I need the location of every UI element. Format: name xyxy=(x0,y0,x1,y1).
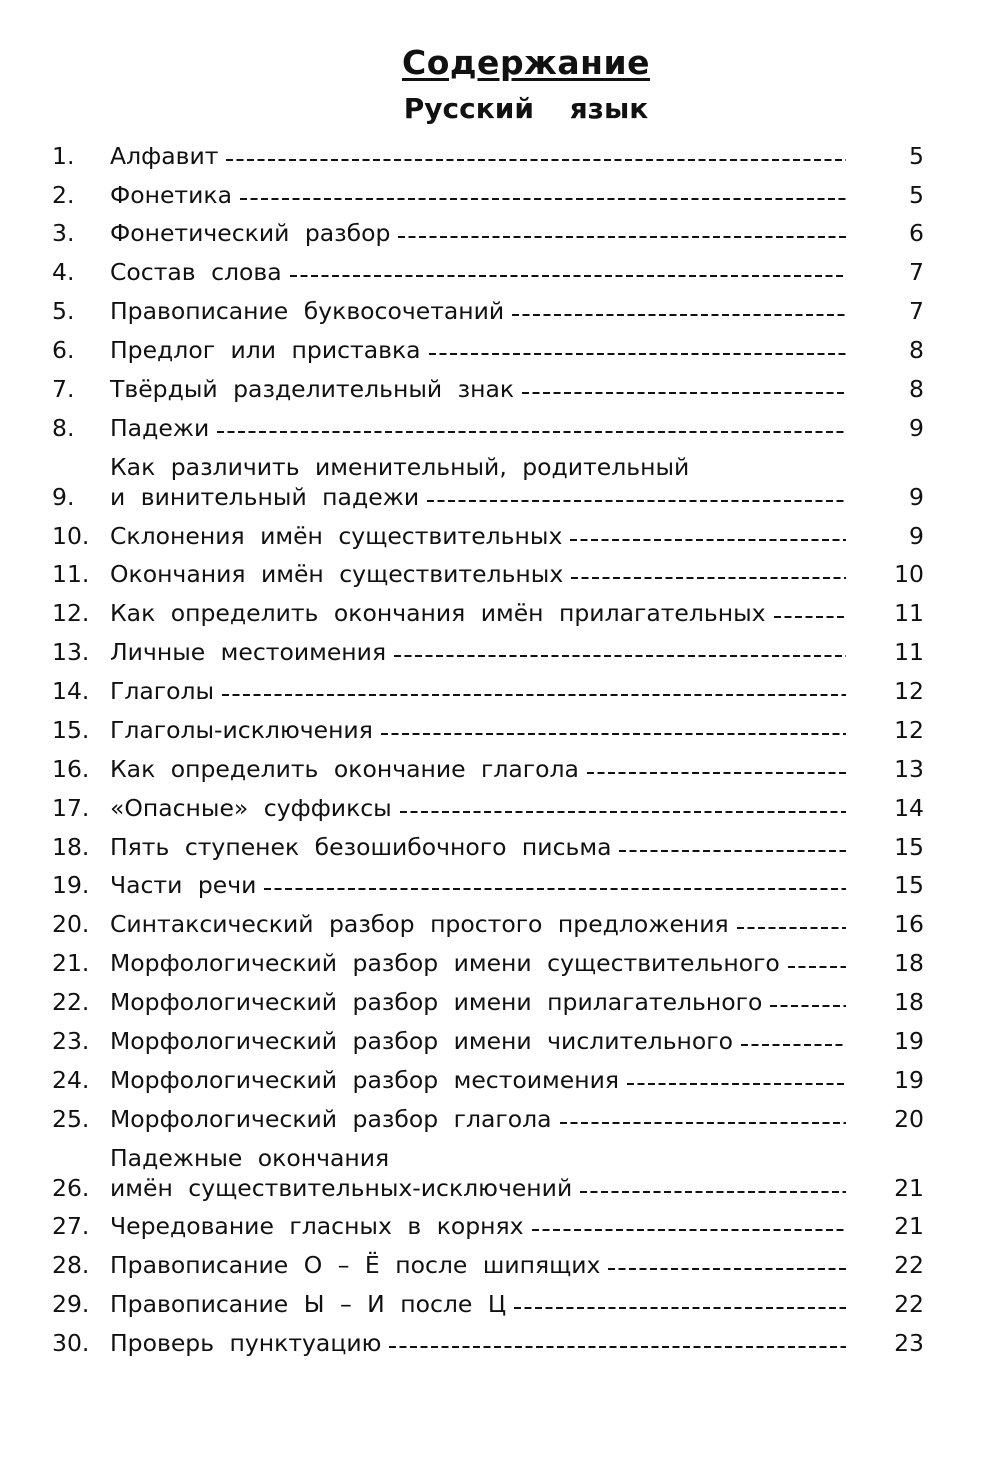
toc-entry[interactable] xyxy=(0,1138,1000,1207)
dash-leader xyxy=(774,616,846,618)
toc-entry-page-number: 11 xyxy=(894,599,924,628)
toc-entry[interactable] xyxy=(0,671,1000,710)
toc-entry-title-line: Правописание О – Ё после шипящих xyxy=(110,1251,601,1280)
toc-entry-page-number: 11 xyxy=(894,638,924,667)
toc-entry[interactable] xyxy=(0,827,1000,866)
toc-entry-title-line: Морфологический разбор имени существительного xyxy=(110,949,780,978)
toc-entry[interactable] xyxy=(0,516,1000,555)
toc-entry-text xyxy=(110,374,846,404)
toc-entry-number: 17. xyxy=(52,793,90,822)
toc-entry-text xyxy=(110,180,846,210)
toc-entry-title-line: Алфавит xyxy=(110,141,219,170)
dash-leader xyxy=(770,1005,846,1007)
dash-leader xyxy=(570,539,846,541)
toc-entry-page-number: 14 xyxy=(894,793,924,822)
toc-entry-text xyxy=(110,754,846,784)
toc-entry-text xyxy=(110,141,846,171)
toc-entry-title-line: Как различить именительный, родительный xyxy=(110,452,690,481)
toc-entry[interactable] xyxy=(0,1099,1000,1138)
toc-entry[interactable] xyxy=(0,292,1000,331)
dash-leader xyxy=(290,275,846,277)
toc-entry-number: 23. xyxy=(52,1026,90,1055)
toc-entry-title-line: Как определить окончания имён прилагательных xyxy=(110,599,766,628)
toc-entry-page-number: 8 xyxy=(909,336,924,365)
toc-entry-page-number: 6 xyxy=(909,219,924,248)
toc-entry-number: 11. xyxy=(52,560,90,589)
toc-entry-title-line: Проверь пунктуацию xyxy=(110,1329,382,1358)
dash-leader xyxy=(429,353,846,355)
dash-leader xyxy=(608,1268,846,1270)
toc-entry[interactable] xyxy=(0,214,1000,253)
toc-entry-text xyxy=(110,1250,846,1280)
toc-entry-text xyxy=(110,793,846,823)
toc-entry-title-line: Падежные окончания xyxy=(110,1143,390,1172)
toc-entry-number: 8. xyxy=(52,413,75,442)
toc-entry-title-line: Правописание буквосочетаний xyxy=(110,297,505,326)
dash-leader xyxy=(571,577,846,579)
toc-entry-page-number: 13 xyxy=(894,754,924,783)
toc-entry-title-line: Морфологический разбор имени числительного xyxy=(110,1026,734,1055)
toc-entry-number: 25. xyxy=(52,1104,90,1133)
dash-leader xyxy=(619,850,846,852)
dash-leader xyxy=(222,694,846,696)
toc-entry[interactable] xyxy=(0,1246,1000,1285)
page-title: Содержание xyxy=(402,43,650,82)
dash-leader xyxy=(240,198,846,200)
toc-entry-text xyxy=(110,296,846,326)
toc-entry[interactable] xyxy=(0,253,1000,292)
toc-entry-number: 13. xyxy=(52,638,90,667)
toc-entry-number: 18. xyxy=(52,832,90,861)
toc-entry-title-line: Фонетический разбор xyxy=(110,219,391,248)
toc-entry-title-line: Личные местоимения xyxy=(110,638,387,667)
toc-entry-number: 16. xyxy=(52,754,90,783)
toc-entry-title-line: Морфологический разбор глагола xyxy=(110,1104,552,1133)
toc-entry-text xyxy=(110,1328,846,1358)
toc-entry-number: 3. xyxy=(52,219,75,248)
toc-entry-text xyxy=(110,452,846,512)
toc-entry-text xyxy=(110,870,846,900)
toc-entry[interactable] xyxy=(0,555,1000,594)
toc-entry-title-line: Части речи xyxy=(110,871,257,900)
toc-entry-page-number: 9 xyxy=(909,413,924,442)
toc-entry-page-number: 8 xyxy=(909,374,924,403)
toc-entry-text xyxy=(110,257,846,287)
toc-entry[interactable] xyxy=(0,330,1000,369)
toc-entry-page-number: 10 xyxy=(894,560,924,589)
toc-entry[interactable] xyxy=(0,633,1000,672)
toc-entry-title-line: Падежи xyxy=(110,413,210,442)
toc-entry-number: 30. xyxy=(52,1329,90,1358)
toc-entry-title-line: Состав слова xyxy=(110,258,282,287)
toc-entry-text xyxy=(110,1289,846,1319)
toc-entry-number: 28. xyxy=(52,1251,90,1280)
dash-leader xyxy=(560,1122,846,1124)
dash-leader xyxy=(514,1307,846,1309)
toc-entry-page-number: 22 xyxy=(894,1251,924,1280)
toc-entry-title-line: имён существительных-исключений xyxy=(110,1173,573,1202)
toc-entry-number: 15. xyxy=(52,715,90,744)
table-of-contents xyxy=(0,136,1000,1362)
dash-leader xyxy=(741,1044,846,1046)
toc-entry-number: 27. xyxy=(52,1212,90,1241)
toc-entry-number: 21. xyxy=(52,949,90,978)
toc-entry-text xyxy=(110,1211,846,1241)
toc-entry[interactable] xyxy=(0,1323,1000,1362)
toc-entry-text xyxy=(110,676,846,706)
toc-entry-number: 5. xyxy=(52,297,75,326)
dash-leader xyxy=(427,500,846,502)
toc-entry[interactable] xyxy=(0,447,1000,516)
toc-entry-text xyxy=(110,413,846,443)
toc-entry[interactable] xyxy=(0,1285,1000,1324)
toc-entry-title-line: Склонения имён существительных xyxy=(110,521,563,550)
toc-entry[interactable] xyxy=(0,982,1000,1021)
toc-entry[interactable] xyxy=(0,788,1000,827)
toc-entry-page-number: 19 xyxy=(894,1065,924,1094)
toc-entry-title-line: Как определить окончание глагола xyxy=(110,754,579,783)
toc-entry[interactable] xyxy=(0,594,1000,633)
dash-leader xyxy=(226,159,846,161)
toc-entry-number: 1. xyxy=(52,141,75,170)
toc-entry-text xyxy=(110,218,846,248)
toc-entry-page-number: 15 xyxy=(894,871,924,900)
toc-entry-page-number: 7 xyxy=(909,297,924,326)
toc-entry-text xyxy=(110,948,846,978)
toc-entry-title-line: Морфологический разбор имени прилагательного xyxy=(110,988,763,1017)
toc-entry-title-line: Чередование гласных в корнях xyxy=(110,1212,524,1241)
toc-entry-page-number: 20 xyxy=(894,1104,924,1133)
toc-entry-page-number: 18 xyxy=(894,949,924,978)
toc-entry-page-number: 12 xyxy=(894,677,924,706)
toc-entry-title-line: Твёрдый разделительный знак xyxy=(110,374,515,403)
toc-entry-page-number: 21 xyxy=(894,1173,924,1202)
toc-entry-number: 2. xyxy=(52,180,75,209)
toc-entry-page-number: 9 xyxy=(909,482,924,511)
dash-leader xyxy=(264,888,846,890)
dash-leader xyxy=(389,1346,846,1348)
toc-entry[interactable] xyxy=(0,905,1000,944)
toc-entry-number: 19. xyxy=(52,871,90,900)
toc-entry-page-number: 23 xyxy=(894,1329,924,1358)
toc-entry-text xyxy=(110,521,846,551)
dash-leader xyxy=(522,392,846,394)
toc-entry-text xyxy=(110,335,846,365)
toc-entry-title-line: «Опасные» суффиксы xyxy=(110,793,392,822)
toc-entry-title-line: Предлог или приставка xyxy=(110,336,421,365)
dash-leader xyxy=(381,733,846,735)
dash-leader xyxy=(217,431,846,433)
toc-entry-number: 22. xyxy=(52,988,90,1017)
toc-entry-number: 24. xyxy=(52,1065,90,1094)
toc-entry[interactable] xyxy=(0,369,1000,408)
toc-entry-text xyxy=(110,1026,846,1056)
toc-entry-text xyxy=(110,559,846,589)
toc-entry[interactable] xyxy=(0,944,1000,983)
toc-entry-title-line: Пять ступенек безошибочного письма xyxy=(110,832,612,861)
toc-entry-text xyxy=(110,637,846,667)
toc-entry-page-number: 16 xyxy=(894,910,924,939)
toc-entry-page-number: 22 xyxy=(894,1290,924,1319)
toc-entry-text xyxy=(110,987,846,1017)
dash-leader xyxy=(627,1083,846,1085)
toc-entry-title-line: и винительный падежи xyxy=(110,482,420,511)
toc-entry-text xyxy=(110,1143,846,1203)
toc-entry-title-line: Морфологический разбор местоимения xyxy=(110,1065,620,1094)
dash-leader xyxy=(587,772,846,774)
toc-entry-page-number: 21 xyxy=(894,1212,924,1241)
toc-entry-number: 7. xyxy=(52,374,75,403)
toc-entry[interactable] xyxy=(0,408,1000,447)
toc-entry-title-line: Окончания имён существительных xyxy=(110,560,564,589)
dash-leader xyxy=(394,655,846,657)
toc-entry-title-line: Правописание Ы – И после Ц xyxy=(110,1290,507,1319)
dash-leader xyxy=(788,966,846,968)
dash-leader xyxy=(737,927,846,929)
toc-entry-text xyxy=(110,1104,846,1134)
toc-entry-title-line: Глаголы xyxy=(110,677,215,706)
toc-entry[interactable] xyxy=(0,175,1000,214)
toc-entry-title-line: Фонетика xyxy=(110,180,232,209)
toc-entry-page-number: 15 xyxy=(894,832,924,861)
toc-entry-number: 4. xyxy=(52,258,75,287)
toc-entry-number: 14. xyxy=(52,677,90,706)
section-subtitle: Русский язык xyxy=(403,92,649,125)
toc-entry-page-number: 18 xyxy=(894,988,924,1017)
toc-entry[interactable] xyxy=(0,1021,1000,1060)
toc-entry[interactable] xyxy=(0,136,1000,175)
dash-leader xyxy=(532,1229,846,1231)
toc-entry-number: 6. xyxy=(52,336,75,365)
toc-entry-number: 12. xyxy=(52,599,90,628)
toc-entry-number: 20. xyxy=(52,910,90,939)
toc-entry-page-number: 7 xyxy=(909,258,924,287)
toc-entry[interactable] xyxy=(0,749,1000,788)
toc-entry-number: 26. xyxy=(52,1173,90,1202)
toc-entry[interactable] xyxy=(0,710,1000,749)
toc-entry-page-number: 12 xyxy=(894,715,924,744)
toc-entry-page-number: 9 xyxy=(909,521,924,550)
dash-leader xyxy=(398,236,846,238)
toc-entry-number: 10. xyxy=(52,521,90,550)
toc-entry-text xyxy=(110,715,846,745)
toc-entry-text xyxy=(110,1065,846,1095)
toc-entry-title-line: Глаголы-исключения xyxy=(110,715,373,744)
toc-entry-number: 9. xyxy=(52,482,75,511)
toc-entry-title-line: Синтаксический разбор простого предложения xyxy=(110,910,729,939)
toc-entry-page-number: 19 xyxy=(894,1026,924,1055)
toc-entry-text xyxy=(110,598,846,628)
dash-leader xyxy=(400,811,846,813)
toc-entry-page-number: 5 xyxy=(909,180,924,209)
toc-entry[interactable] xyxy=(0,1060,1000,1099)
toc-entry-text xyxy=(110,909,846,939)
toc-entry[interactable] xyxy=(0,866,1000,905)
toc-entry-page-number: 5 xyxy=(909,141,924,170)
dash-leader xyxy=(580,1191,846,1193)
dash-leader xyxy=(512,314,846,316)
toc-entry[interactable] xyxy=(0,1207,1000,1246)
toc-entry-number: 29. xyxy=(52,1290,90,1319)
toc-entry-text xyxy=(110,832,846,862)
